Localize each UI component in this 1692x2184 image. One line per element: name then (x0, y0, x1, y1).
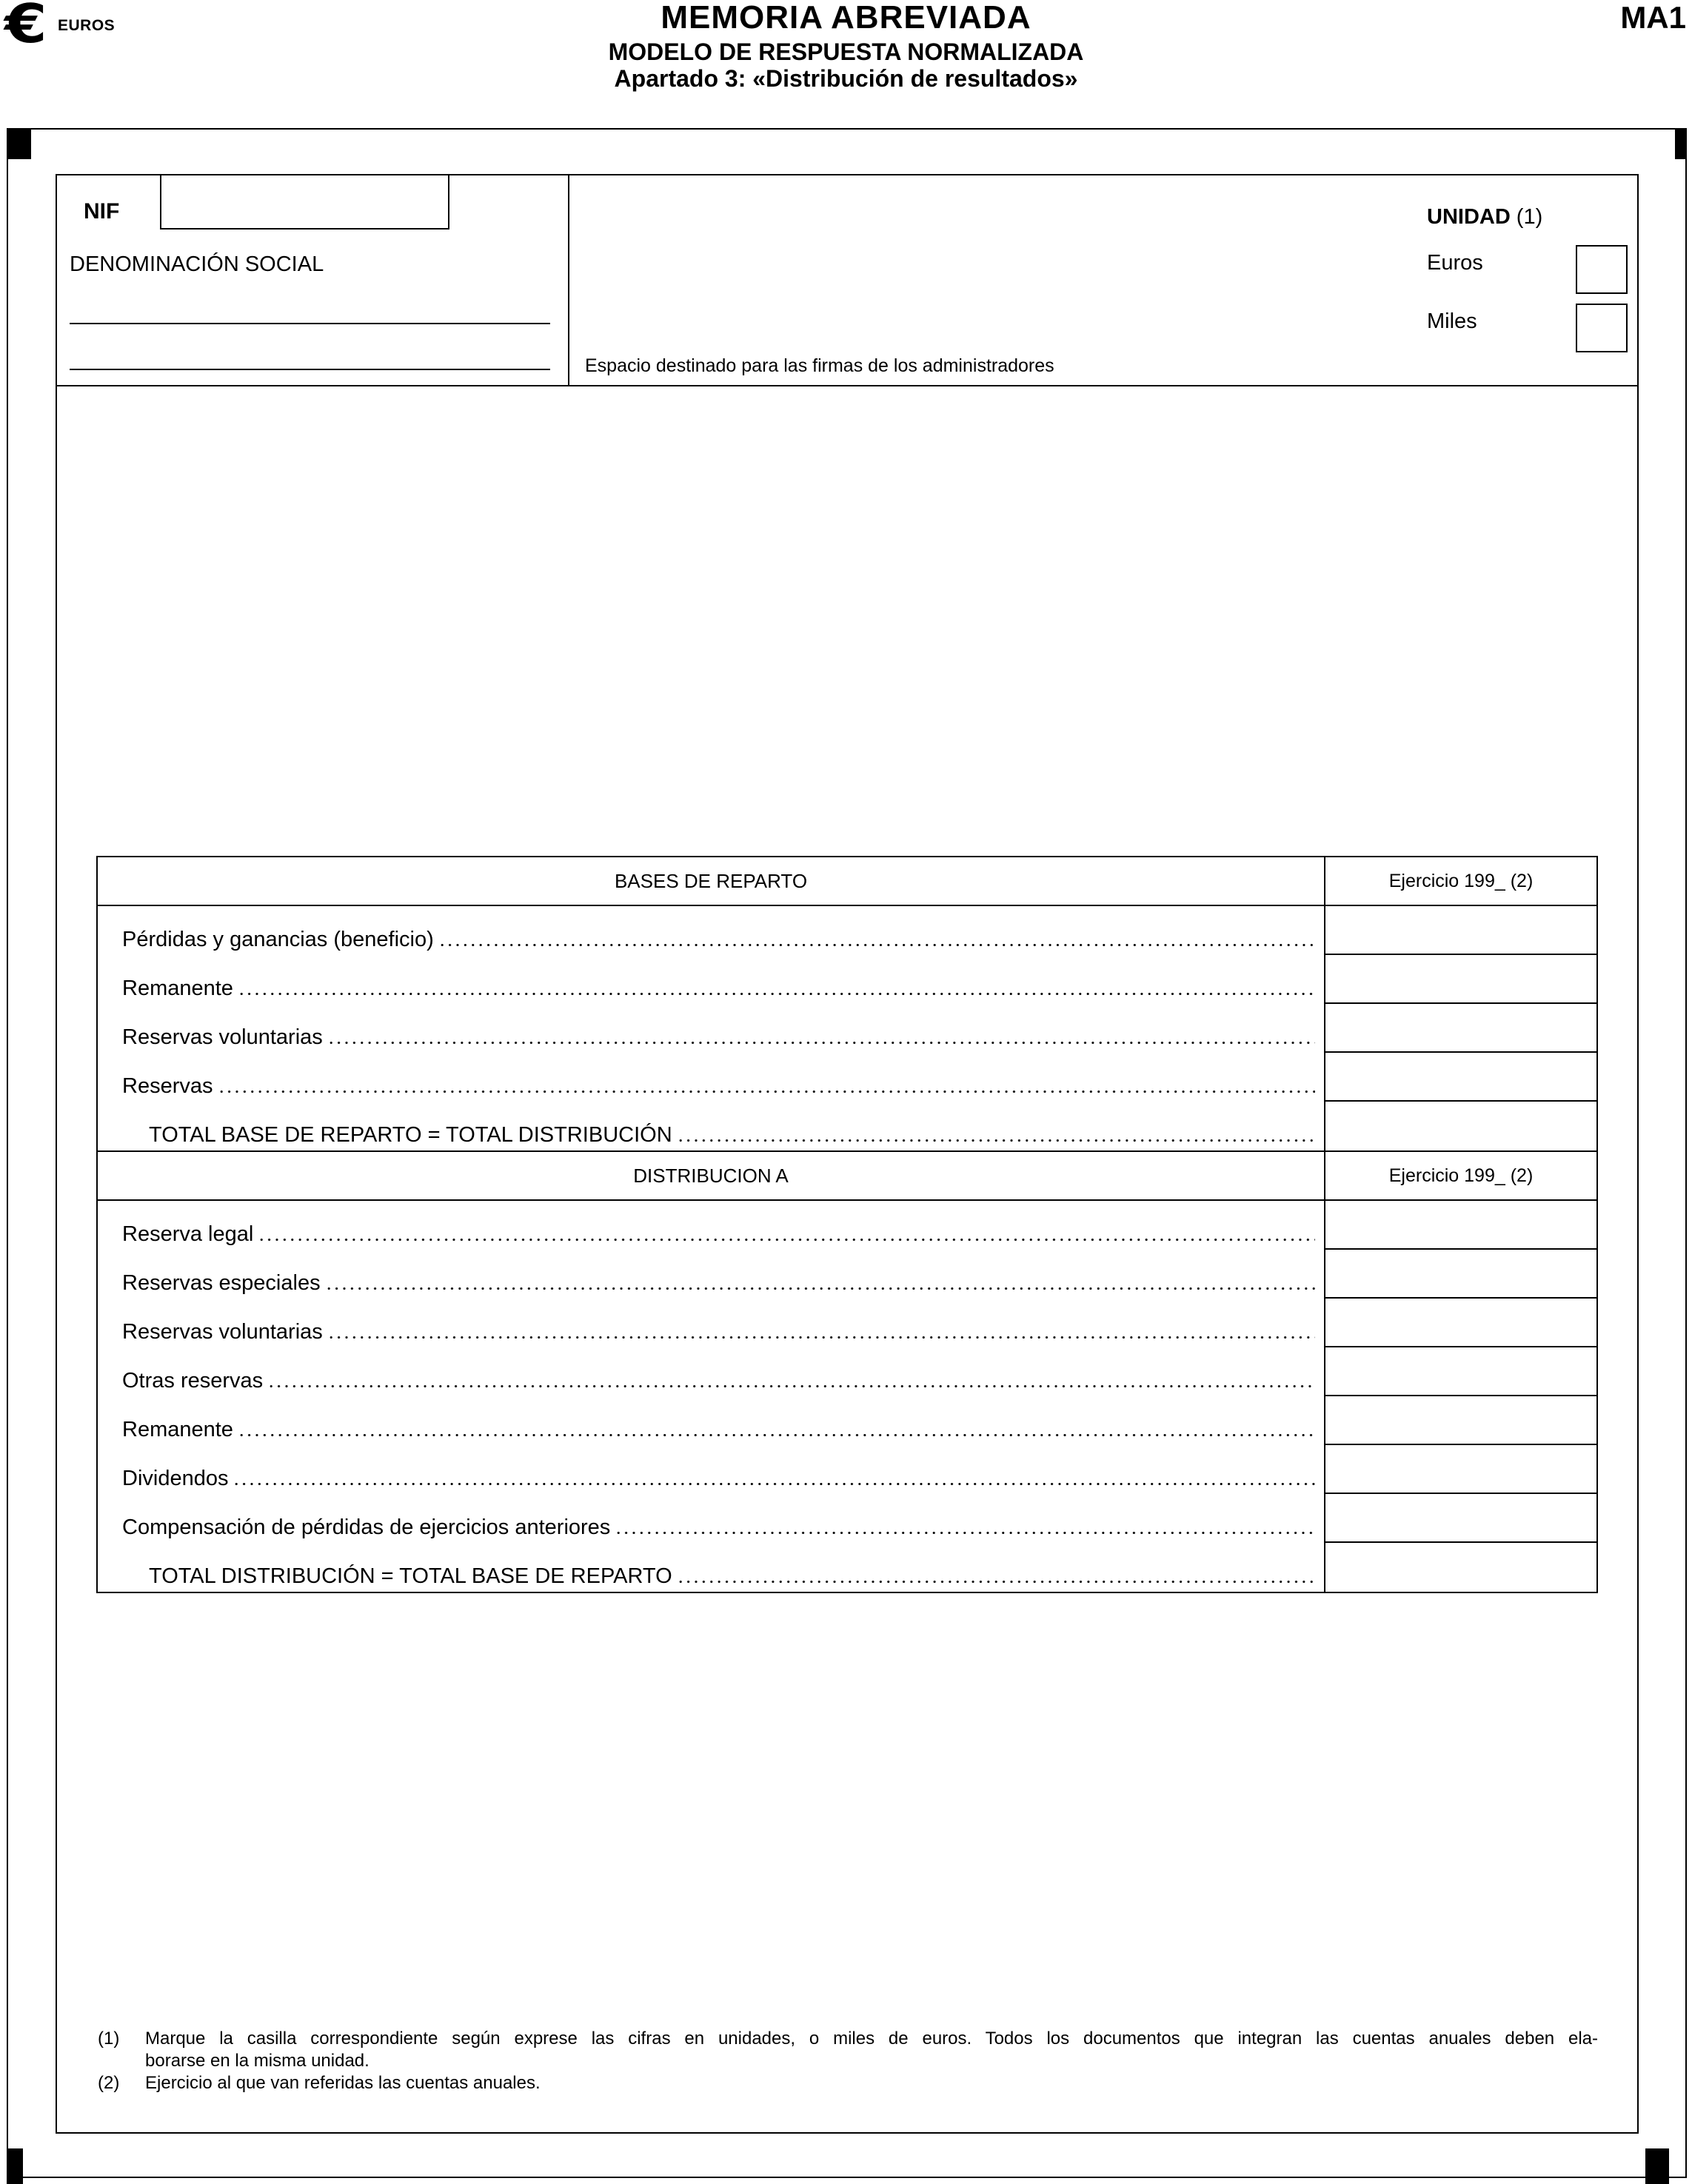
row-label-cell (98, 1004, 1324, 1053)
total-amount-input[interactable] (1325, 1102, 1596, 1150)
amount-cell (1324, 1396, 1596, 1445)
bases-section (98, 857, 1596, 1152)
dot-leader (615, 1532, 1315, 1534)
signature-area-label: Espacio destinado para las firmas de los administradores (585, 355, 1054, 376)
footnote-marker: (1) (98, 2029, 120, 2049)
form-subtitle: MODELO DE RESPUESTA NORMALIZADA (608, 38, 1084, 65)
registration-mark-bottom-left (7, 2148, 23, 2184)
footnote-text (145, 2028, 1598, 2072)
currency-label: EUROS (58, 17, 116, 34)
row-label: Reservas voluntarias (122, 1025, 323, 1049)
amount-cell (1324, 1053, 1596, 1102)
table-row (98, 1299, 1596, 1347)
row-label-line (122, 975, 1315, 1002)
amount-input[interactable] (1325, 1201, 1596, 1248)
registration-mark-bottom-right (1645, 2148, 1669, 2184)
dot-leader (233, 1483, 1315, 1485)
dot-leader (327, 1336, 1315, 1339)
form-title: MEMORIA ABREVIADA (661, 0, 1031, 36)
unit-option-miles-label: Miles (1427, 309, 1477, 333)
amount-input[interactable] (1325, 906, 1596, 954)
table-row (98, 955, 1596, 1004)
registration-mark-top-right (1675, 128, 1687, 159)
row-label: Reservas (122, 1074, 213, 1098)
row-label: Reserva legal (122, 1222, 254, 1246)
amount-cell (1324, 1201, 1596, 1250)
nif-label: NIF (84, 199, 120, 224)
company-name-label: DENOMINACIÓN SOCIAL (70, 252, 324, 276)
dot-leader (238, 993, 1315, 995)
footnote-line: Ejercicio al que van referidas las cuentas anuales. (145, 2073, 541, 2093)
row-label: Reservas especiales (122, 1271, 321, 1295)
unit-miles-checkbox[interactable] (1576, 304, 1628, 352)
total-label-cell (98, 1543, 1324, 1592)
amount-cell (1324, 1494, 1596, 1543)
bases-header-row (98, 857, 1596, 906)
dot-leader (267, 1385, 1315, 1387)
bases-header: BASES DE REPARTO (614, 870, 808, 892)
row-label-line (122, 1024, 1315, 1051)
row-label-cell (98, 1494, 1324, 1543)
amount-cell (1324, 1299, 1596, 1347)
table-row (98, 1445, 1596, 1494)
row-label: Compensación de pérdidas de ejercicios anteriores (122, 1515, 611, 1539)
amount-cell (1324, 955, 1596, 1004)
total-label: TOTAL BASE DE REPARTO = TOTAL DISTRIBUCIÓN (149, 1123, 672, 1147)
footnote (98, 2072, 1598, 2094)
amount-input[interactable] (1325, 955, 1596, 1002)
total-label-cell (98, 1102, 1324, 1150)
table-row (98, 1004, 1596, 1053)
total-row (98, 1102, 1596, 1150)
row-label-cell (98, 906, 1324, 955)
amount-cell (1324, 1004, 1596, 1053)
dot-leader (327, 1042, 1315, 1044)
row-label-line (122, 1416, 1315, 1443)
footnote-line: borarse en la misma unidad. (145, 2051, 370, 2071)
dot-leader (238, 1434, 1315, 1436)
results-distribution-table (96, 856, 1598, 1593)
row-label: Remanente (122, 1418, 233, 1441)
row-label: Pérdidas y ganancias (beneficio) (122, 928, 434, 951)
footnote-text (145, 2072, 1598, 2094)
total-label: TOTAL DISTRIBUCIÓN = TOTAL BASE DE REPARTO (149, 1564, 672, 1588)
row-label-cell (98, 1053, 1324, 1102)
row-label: Remanente (122, 977, 233, 1000)
distribution-header-row (98, 1152, 1596, 1201)
footnotes (98, 2028, 1598, 2094)
row-label-cell (98, 1445, 1324, 1494)
amount-input[interactable] (1325, 1396, 1596, 1444)
amount-input[interactable] (1325, 1299, 1596, 1346)
row-label: Reservas voluntarias (122, 1320, 323, 1344)
nif-input[interactable] (160, 174, 449, 230)
amount-cell (1324, 906, 1596, 955)
row-label-line (122, 1221, 1315, 1247)
footnote-marker: (2) (98, 2073, 120, 2093)
table-row (98, 1250, 1596, 1299)
identification-section (56, 174, 1639, 386)
row-label-cell (98, 1299, 1324, 1347)
table-row (98, 1053, 1596, 1102)
dot-leader (218, 1091, 1316, 1093)
dot-leader (258, 1239, 1315, 1241)
total-amount-input[interactable] (1325, 1543, 1596, 1592)
total-row (98, 1543, 1596, 1592)
table-row (98, 1201, 1596, 1250)
total-label-line (149, 1563, 1315, 1590)
amount-input[interactable] (1325, 1494, 1596, 1541)
dot-leader (677, 1139, 1315, 1142)
row-label-cell (98, 1347, 1324, 1396)
distribution-period-header: Ejercicio 199_ (2) (1324, 1152, 1596, 1199)
dot-leader (325, 1287, 1315, 1290)
total-amount-cell (1324, 1543, 1596, 1592)
form-section-title: Apartado 3: «Distribución de resultados» (614, 65, 1078, 92)
row-label-line (122, 1514, 1315, 1541)
form-code: MA1 (1620, 0, 1686, 35)
unit-euros-checkbox[interactable] (1576, 245, 1628, 294)
row-label-line (122, 1073, 1315, 1099)
row-label-cell (98, 1396, 1324, 1445)
dot-leader (438, 944, 1315, 946)
registration-mark-top-left (7, 128, 31, 159)
dot-leader (677, 1581, 1315, 1583)
footnote-line: Marque la casilla correspondiente según exprese las cifras en unidades, o miles de euros. Todos los documentos que integran las cuentas anuales deben ela- (145, 2029, 1598, 2049)
unit-note: (1) (1516, 205, 1543, 229)
row-label-cell (98, 1201, 1324, 1250)
row-label-line (122, 1270, 1315, 1296)
unit-option-euros-label: Euros (1427, 251, 1483, 275)
amount-cell (1324, 1445, 1596, 1494)
amount-cell (1324, 1347, 1596, 1396)
footnote (98, 2028, 1598, 2072)
table-row (98, 1347, 1596, 1396)
row-label-line (122, 1465, 1315, 1492)
euro-icon: € (4, 0, 47, 55)
amount-input[interactable] (1325, 1004, 1596, 1051)
total-amount-cell (1324, 1102, 1596, 1150)
total-label-line (149, 1122, 1315, 1148)
amount-input[interactable] (1325, 1053, 1596, 1100)
table-row (98, 906, 1596, 955)
row-label-line (122, 1367, 1315, 1394)
signature-area[interactable] (569, 174, 1384, 385)
amount-input[interactable] (1325, 1250, 1596, 1297)
row-label-line (122, 1319, 1315, 1345)
amount-cell (1324, 1250, 1596, 1299)
table-row (98, 1396, 1596, 1445)
distribution-section (98, 1152, 1596, 1592)
row-label-line (122, 926, 1315, 953)
amount-input[interactable] (1325, 1347, 1596, 1395)
company-name-line-1[interactable] (70, 301, 550, 324)
company-name-line-2[interactable] (70, 346, 550, 370)
unit-label: UNIDAD (1427, 205, 1511, 229)
row-label: Otras reservas (122, 1369, 264, 1393)
table-row (98, 1494, 1596, 1543)
amount-input[interactable] (1325, 1445, 1596, 1493)
row-label: Dividendos (122, 1467, 229, 1490)
row-label-cell (98, 1250, 1324, 1299)
unit-heading (1427, 204, 1542, 230)
distribution-header: DISTRIBUCION A (633, 1165, 789, 1187)
bases-period-header: Ejercicio 199_ (2) (1324, 857, 1596, 905)
title-block (0, 0, 1692, 92)
row-label-cell (98, 955, 1324, 1004)
